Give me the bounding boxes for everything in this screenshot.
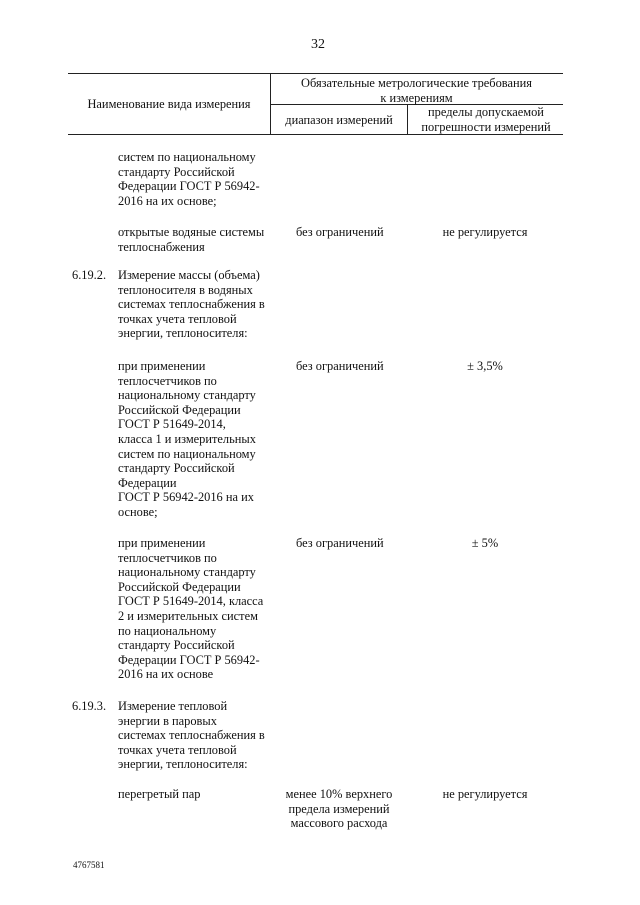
row-2-name: Измерение массы (объема) теплоносителя в водяных системах теплоснабжения в точках учета тепловой энергии, теплоносителя: xyxy=(118,268,265,341)
header-col-name: Наименование вида измерения xyxy=(87,97,251,111)
row-3-range: без ограничений xyxy=(296,359,384,373)
row-3-name: при применении теплосчетчиков по национальному стандарту Российской Федерации ГОСТ Р 51649-2014, класса 1 и измерительных систем по национальному стандарту Российской Федерации ГОСТ Р 56942-2016 на их основе; xyxy=(118,359,256,519)
row-4-name: при применении теплосчетчиков по национальному стандарту Российской Федерации ГОСТ Р 51649-2014, класса 2 и измерительных систем по национальному стандарту Российской Федерации ГОСТ Р 56942- 2016 на их основе xyxy=(118,536,264,682)
row-5-name: Измерение тепловой энергии в паровых системах теплоснабжения в точках учета тепловой энергии, теплоносителя: xyxy=(118,699,265,772)
row-6-name: перегретый пар xyxy=(118,787,201,801)
footer-document-code: 4767581 xyxy=(73,860,105,870)
row-4-range: без ограничений xyxy=(296,536,384,550)
header-divider-2 xyxy=(407,104,408,135)
row-2-number: 6.19.2. xyxy=(72,268,107,282)
row-6-error: не регулируется xyxy=(442,787,528,801)
row-5-number: 6.19.3. xyxy=(72,699,107,713)
row-6-range: менее 10% верхнего предела измерений массового расхода xyxy=(285,787,393,831)
row-3-error: ± 3,5% xyxy=(467,359,503,373)
header-top-rule xyxy=(68,73,563,74)
row-1-name: открытые водяные системы теплоснабжения xyxy=(118,225,265,254)
header-divider-1 xyxy=(270,73,271,135)
header-col-requirements: Обязательные метрологические требования к измерениям xyxy=(301,76,532,105)
header-col-range: диапазон измерений xyxy=(285,113,393,127)
row-0-name: систем по национальному стандарту Российской Федерации ГОСТ Р 56942- 2016 на их основе; xyxy=(118,150,260,208)
row-1-error: не регулируется xyxy=(442,225,528,239)
page-number: 32 xyxy=(311,37,325,52)
header-col-error: пределы допускаемой погрешности измерений xyxy=(421,105,551,134)
row-4-error: ± 5% xyxy=(471,536,499,550)
row-1-range: без ограничений xyxy=(296,225,384,239)
